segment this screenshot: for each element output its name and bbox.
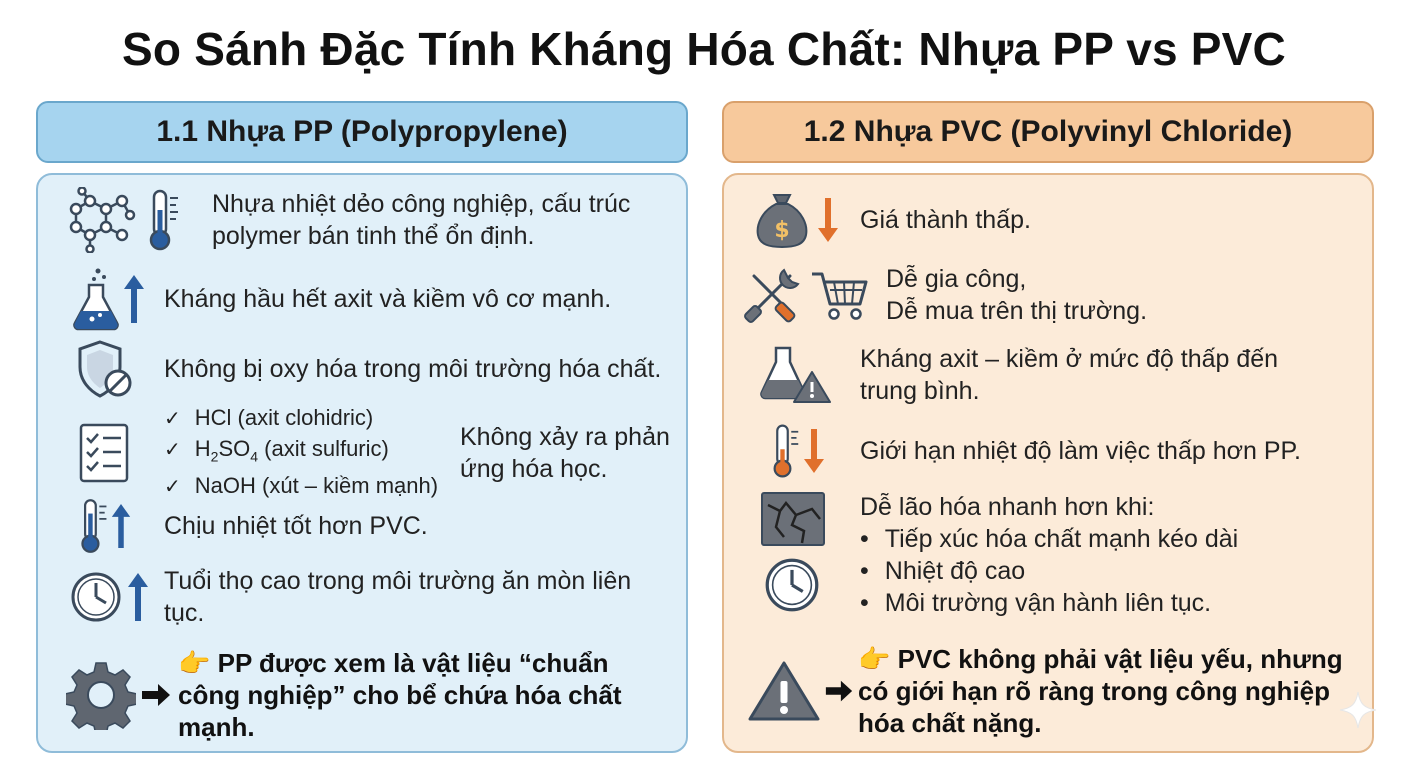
- pvc-aging-lead-bold: Dễ lão hóa nhanh hơn: [860, 493, 1109, 521]
- pvc-processing-line-1: Dễ gia công,: [886, 265, 1027, 293]
- pvc-row-acid: [760, 343, 1310, 407]
- pp-heat-text: Chịu nhiệt tốt hơn PVC.: [164, 512, 428, 540]
- pp-row-lifespan: [70, 565, 664, 629]
- pvc-panel: [722, 173, 1374, 753]
- pvc-header: 1.2 Nhựa PVC (Polyvinyl Chloride): [722, 101, 1374, 163]
- arrow-up-icon: [126, 571, 150, 623]
- thermometer-icon: [770, 423, 802, 479]
- money-bag-icon: [754, 191, 810, 249]
- pvc-aging-block: [860, 491, 1238, 619]
- page-title: So Sánh Đặc Tính Kháng Hóa Chất: Nhựa PP vs PVC: [122, 23, 1286, 75]
- pp-row-acid: [72, 267, 611, 331]
- arrow-right-icon: [824, 678, 854, 704]
- pvc-row-processing: [744, 263, 1147, 327]
- chemical-item: ✓ $H_2SO_4$ (axit sulfuric): [164, 434, 466, 471]
- arrow-right-icon: [140, 682, 172, 708]
- cracked-surface-icon: [760, 491, 826, 547]
- pp-row-heat: [78, 497, 428, 555]
- warning-icon: [748, 659, 820, 723]
- pvc-aging-list: [860, 523, 1238, 619]
- pp-row-conclusion: [66, 647, 658, 743]
- arrow-up-icon: [110, 501, 132, 551]
- pvc-price-text: Giá thành thấp.: [860, 206, 1031, 234]
- pvc-temp-text: Giới hạn nhiệt độ làm việc thấp hơn PP.: [860, 437, 1301, 465]
- pvc-row-temp: [770, 423, 1301, 479]
- arrow-down-icon: [802, 427, 826, 475]
- list-item: • Tiếp xúc hóa chất mạnh kéo dài: [860, 523, 1238, 555]
- sparkle-icon: [1338, 690, 1378, 730]
- warning-flask-icon: [760, 344, 832, 406]
- clock-icon: [70, 571, 122, 623]
- thermometer-icon: [146, 188, 182, 252]
- pp-chemical-list: [164, 403, 466, 502]
- arrow-up-icon: [122, 273, 146, 325]
- pp-conclusion-text: 👉 PP được xem là vật liệu “chuẩn công nghiệp” cho bể chứa hóa chất mạnh.: [178, 648, 622, 742]
- pp-row-chemicals: [78, 403, 680, 502]
- pvc-aging-lead: [860, 491, 1238, 523]
- list-item: • Nhiệt độ cao: [860, 555, 1238, 587]
- arrow-down-icon: [816, 196, 840, 244]
- pp-intro-text: Nhựa nhiệt dẻo công nghiệp, cấu trúc polymer bán tinh thể ổn định.: [212, 190, 631, 250]
- pvc-row-conclusion: [748, 643, 1358, 739]
- pvc-processing-text: [886, 263, 1147, 327]
- gear-icon: [66, 660, 136, 730]
- pp-lifespan-text: Tuổi thọ cao trong môi trường ăn mòn liên tục.: [164, 567, 632, 627]
- pp-header: 1.1 Nhựa PP (Polypropylene): [36, 101, 688, 163]
- molecule-icon: [68, 187, 136, 253]
- pvc-acid-text: Kháng axit – kiềm ở mức độ thấp đến trung bình.: [860, 345, 1279, 405]
- pvc-row-aging: [760, 491, 1238, 619]
- pp-panel: [36, 173, 688, 753]
- clock-icon: [764, 557, 820, 613]
- flask-icon: [72, 267, 120, 331]
- cart-icon: [810, 268, 868, 322]
- thermometer-icon: [78, 497, 110, 555]
- shield-icon: [76, 339, 134, 399]
- tools-icon: [744, 266, 802, 324]
- pp-row-oxidation: [76, 339, 661, 399]
- pp-row-intro: [68, 187, 652, 253]
- pp-oxidation-text: Không bị oxy hóa trong môi trường hóa chất.: [164, 355, 662, 383]
- svg-text:$: $: [774, 218, 790, 243]
- pp-no-reaction-text: Không xảy ra phản ứng hóa học.: [460, 422, 670, 483]
- chemical-item: ✓ HCl (axit clohidric): [164, 403, 466, 434]
- checklist-icon: [78, 422, 132, 484]
- pvc-row-price: [754, 191, 1031, 249]
- list-item: • Môi trường vận hành liên tục.: [860, 587, 1238, 619]
- pvc-processing-line-2: Dễ mua trên thị trường.: [886, 297, 1148, 325]
- pvc-aging-lead-rest: khi:: [1108, 493, 1155, 521]
- pvc-conclusion-text: 👉 PVC không phải vật liệu yếu, nhưng có giới hạn rõ ràng trong công nghiệp hóa chất nặng.: [858, 644, 1343, 738]
- pp-acid-text: Kháng hầu hết axit và kiềm vô cơ mạnh.: [164, 285, 612, 313]
- chemical-item: ✓ NaOH (xút – kiềm mạnh): [164, 471, 466, 502]
